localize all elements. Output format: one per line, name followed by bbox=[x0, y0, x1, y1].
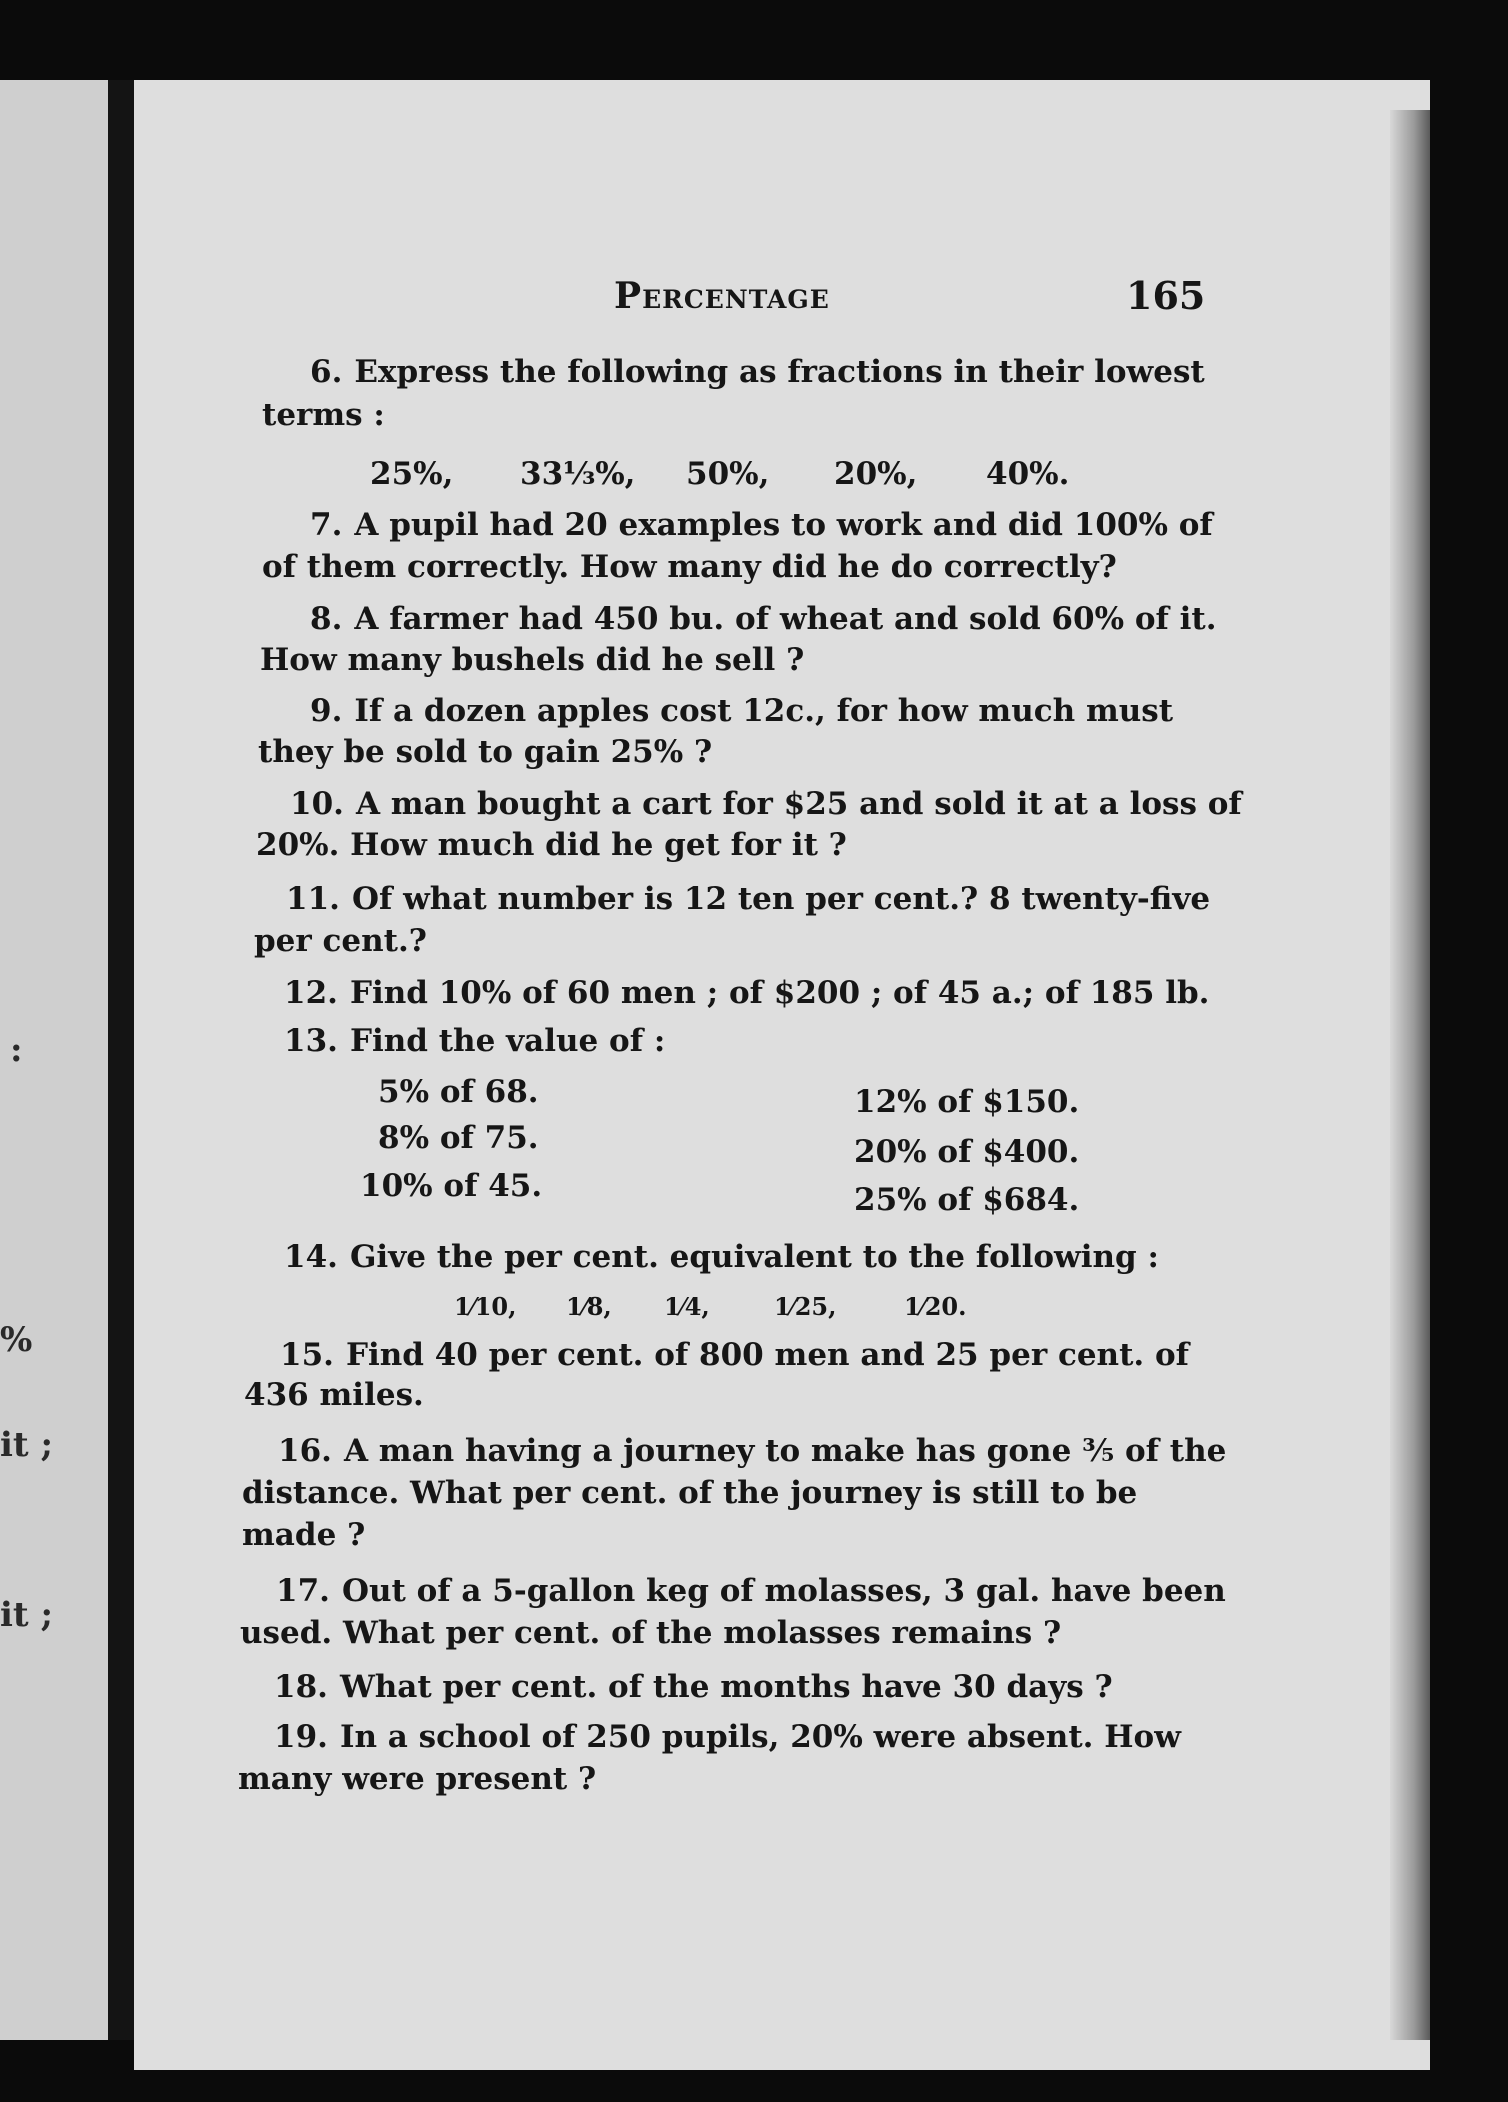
problem-16-line-1: 16. A man having a journey to make has gone ⅗ of the bbox=[278, 1433, 1227, 1469]
page-number: 165 bbox=[1126, 273, 1206, 318]
book-page bbox=[134, 80, 1430, 2070]
fraction-value: 1⁄20. bbox=[904, 1292, 967, 1321]
page-content bbox=[134, 80, 1430, 2070]
problem-9-line-2: they be sold to gain 25% ? bbox=[258, 734, 713, 770]
problem-16-line-2: distance. What per cent. of the journey is still to be bbox=[242, 1475, 1138, 1511]
problem-19-line-2: many were present ? bbox=[238, 1761, 597, 1797]
problem-12-line-1: 12. Find 10% of 60 men ; of $200 ; of 45 a.; of 185 lb. bbox=[284, 975, 1210, 1011]
problem-17-line-1: 17. Out of a 5-gallon keg of molasses, 3 gal. have been bbox=[276, 1573, 1226, 1609]
problem-6-line-1: 6. Express the following as fractions in their lowest bbox=[310, 354, 1205, 390]
problem-6-line-2: terms : bbox=[262, 397, 385, 433]
book-gutter bbox=[108, 80, 134, 2040]
page-title: Percentage bbox=[614, 275, 830, 317]
percent-value: 50%, bbox=[686, 456, 770, 492]
percent-value: 40%. bbox=[986, 456, 1070, 492]
problem-19-line-1: 19. In a school of 250 pupils, 20% were absent. How bbox=[274, 1719, 1181, 1755]
problem-16-line-3: made ? bbox=[242, 1517, 366, 1553]
problem-9-line-1: 9. If a dozen apples cost 12c., for how much must bbox=[310, 693, 1174, 729]
fraction-value: 1⁄4, bbox=[664, 1292, 710, 1321]
value-left: 5% of 68. bbox=[378, 1074, 539, 1110]
problem-14-line-1: 14. Give the per cent. equivalent to the following : bbox=[284, 1239, 1159, 1275]
percent-value: 33⅓%, bbox=[520, 456, 636, 492]
problem-15-line-2: 436 miles. bbox=[244, 1377, 424, 1413]
problem-13-line-1: 13. Find the value of : bbox=[284, 1023, 666, 1059]
value-right: 25% of $684. bbox=[854, 1182, 1080, 1218]
value-right: 12% of $150. bbox=[854, 1084, 1080, 1120]
value-left: 10% of 45. bbox=[360, 1168, 543, 1204]
problem-18-line-1: 18. What per cent. of the months have 30 days ? bbox=[274, 1669, 1113, 1705]
problem-11-line-2: per cent.? bbox=[254, 923, 427, 959]
fraction-value: 1⁄25, bbox=[774, 1292, 837, 1321]
percent-value: 25%, bbox=[370, 456, 454, 492]
problem-11-line-1: 11. Of what number is 12 ten per cent.? 8 twenty-five bbox=[286, 881, 1211, 917]
problem-15-line-1: 15. Find 40 per cent. of 800 men and 25 per cent. of bbox=[280, 1337, 1189, 1373]
value-right: 20% of $400. bbox=[854, 1134, 1080, 1170]
left-fragment: it ; bbox=[0, 1595, 54, 1635]
problem-7-line-2: of them correctly. How many did he do correctly? bbox=[262, 549, 1117, 585]
value-left: 8% of 75. bbox=[378, 1120, 539, 1156]
percent-value: 20%, bbox=[834, 456, 918, 492]
problem-8-line-1: 8. A farmer had 450 bu. of wheat and sold 60% of it. bbox=[310, 601, 1217, 637]
problem-10-line-1: 10. A man bought a cart for $25 and sold it at a loss of bbox=[290, 786, 1242, 822]
problem-17-line-2: used. What per cent. of the molasses remains ? bbox=[240, 1615, 1062, 1651]
problem-7-line-1: 7. A pupil had 20 examples to work and did 100% of bbox=[310, 507, 1213, 543]
problem-10-line-2: 20%. How much did he get for it ? bbox=[256, 827, 847, 863]
fraction-value: 1⁄10, bbox=[454, 1292, 517, 1321]
left-fragment: % bbox=[0, 1320, 33, 1360]
problem-8-line-2: How many bushels did he sell ? bbox=[260, 642, 805, 678]
left-page-edge bbox=[0, 80, 108, 2040]
fraction-value: 1⁄8, bbox=[566, 1292, 612, 1321]
left-fragment: : bbox=[10, 1030, 23, 1070]
left-fragment: it ; bbox=[0, 1425, 54, 1465]
running-head bbox=[134, 275, 1430, 325]
